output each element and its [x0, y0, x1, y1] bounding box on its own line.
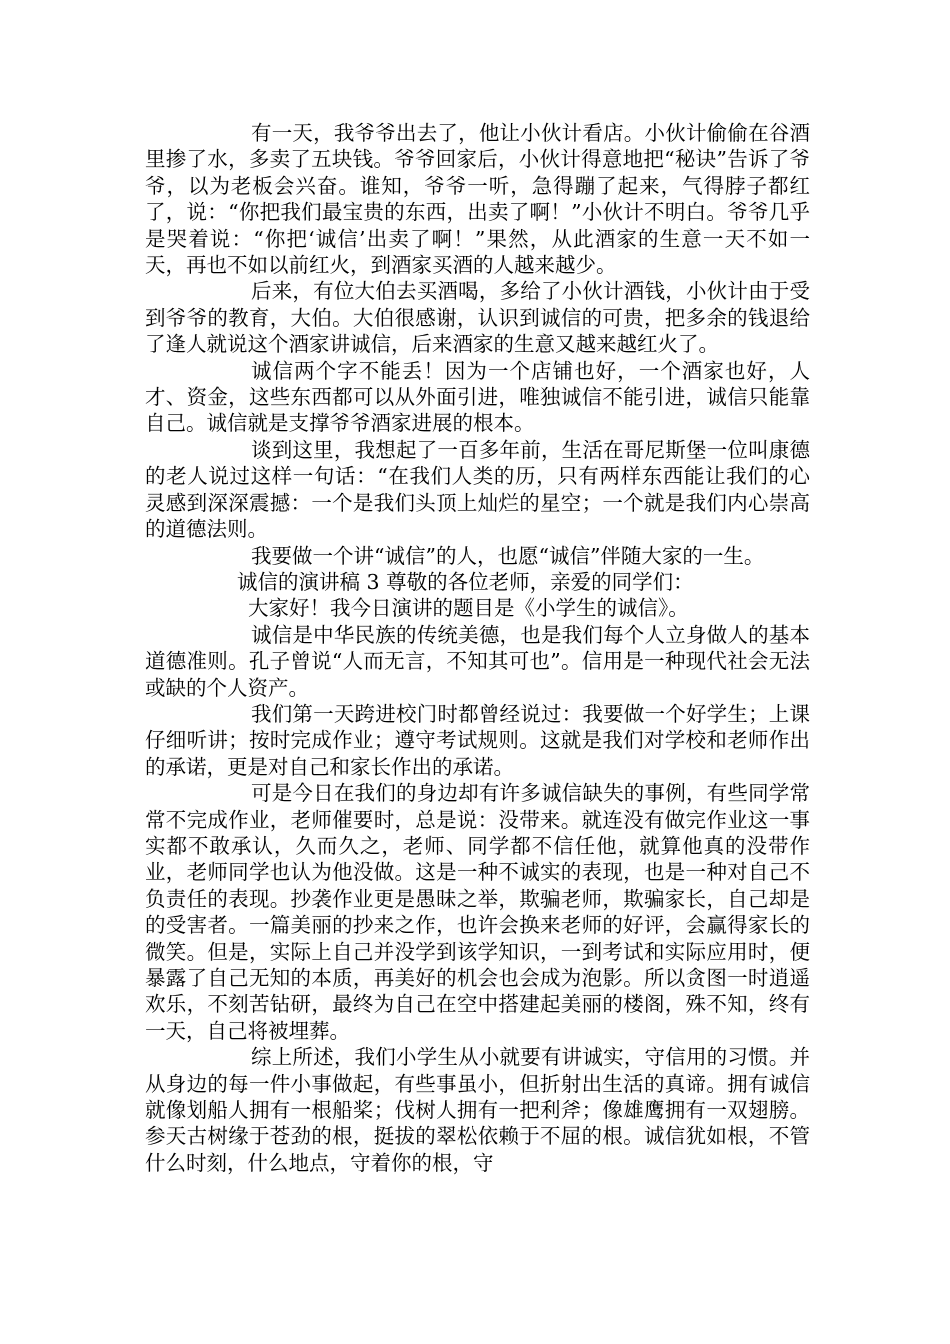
paragraph-dishonesty-examples: 可是今日在我们的身边却有许多诚信缺失的事例，有些同学常常不完成作业，老师催要时，总是说：没带来。就连没有做完作业这一事实都不敢承认，久而久之，老师、同学都不信任他，就算他真的没带作业，老师同学也认为他没做。这是一种不诚实的表现，也是一种对自己不负责任的表现。抄袭作业更是愚昧之举，欺骗老师，欺骗家长，自己却是的受害者。一篇美丽的抄来之作，也许会换来老师的好评，会赢得家长的微笑。但是，实际上自己并没学到该学知识，一到考试和实际应用时，便暴露了自己无知的本质，再美好的机会也会成为泡影。所以贪图一时逍遥欢乐，不刻苦钻研，最终为自己在空中搭建起美丽的楼阁，殊不知，终有一天，自己将被埋葬。 — [145, 781, 810, 1043]
paragraph-be-honest: 我要做一个讲“诚信”的人，也愿“诚信”伴随大家的一生。 — [251, 543, 765, 568]
paragraph-uncle-story: 后来，有位大伯去买酒喝，多给了小伙计酒钱，小伙计由于受到爷爷的教育，大伯。大伯很感谢，认识到诚信的可贵，把多余的钱退给了逢人就说这个酒家讲诚信，后来酒家的生意又越来越红火了。 — [145, 279, 810, 357]
paragraph-integrity-root: 诚信两个字不能丢！因为一个店铺也好，一个酒家也好，人才、资金，这些东西都可以从外面引进，唯独诚信不能引进，诚信只能靠自己。诚信就是支撑爷爷酒家进展的根本。 — [145, 358, 810, 436]
paragraph-conclusion: 综上所述，我们小学生从小就要有讲诚实，守信用的习惯。并从身边的每一件小事做起，有些事虽小，但折射出生活的真谛。拥有诚信就像划船人拥有一根船桨；伐树人拥有一把利斧；像雄鹰拥有一双翅膀。参天古树缘于苍劲的根，挺拔的翠松依赖于不屈的根。诚信犹如根，不管什么时刻，什么地点，守着你的根，守 — [145, 1045, 810, 1175]
paragraph-promise: 我们第一天跨进校门时都曾经说过：我要做一个好学生；上课仔细听讲；按时完成作业；遵守考试规则。这就是我们对学校和老师作出的承诺，更是对自己和家长作出的承诺。 — [145, 701, 810, 779]
speech-3-heading: 诚信的演讲稿 3 尊敬的各位老师，亲爱的同学们： — [237, 569, 694, 594]
speech-3-greeting: 大家好！我今日演讲的题目是《小学生的诚信》。 — [248, 596, 689, 621]
paragraph-traditional-virtue: 诚信是中华民族的传统美德，也是我们每个人立身做人的基本道德准则。孔子曾说“人而无言，不知其可也”。信用是一种现代社会无法或缺的个人资产。 — [145, 622, 810, 700]
document-body — [145, 120, 810, 1176]
paragraph-kant-quote: 谈到这里，我想起了一百多年前，生活在哥尼斯堡一位叫康德的老人说过这样一句话：“在我们人类的历，只有两样东西能让我们的心灵感到深深震撼：一个是我们头顶上灿烂的星空；一个就是我们内心崇高的道德法则。 — [145, 437, 810, 542]
paragraph-grandpa-story: 有一天，我爷爷出去了，他让小伙计看店。小伙计偷偷在谷酒里掺了水，多卖了五块钱。爷爷回家后，小伙计得意地把“秘诀”告诉了爷爷，以为老板会兴奋。谁知，爷爷一听，急得蹦了起来，气得脖子都红了，说：“你把我们最宝贵的东西，出卖了啊！”小伙计不明白。爷爷几乎是哭着说：“你把‘诚信’出卖了啊！”果然，从此酒家的生意一天不如一天，再也不如以前红火，到酒家买酒的人越来越少。 — [145, 121, 810, 278]
